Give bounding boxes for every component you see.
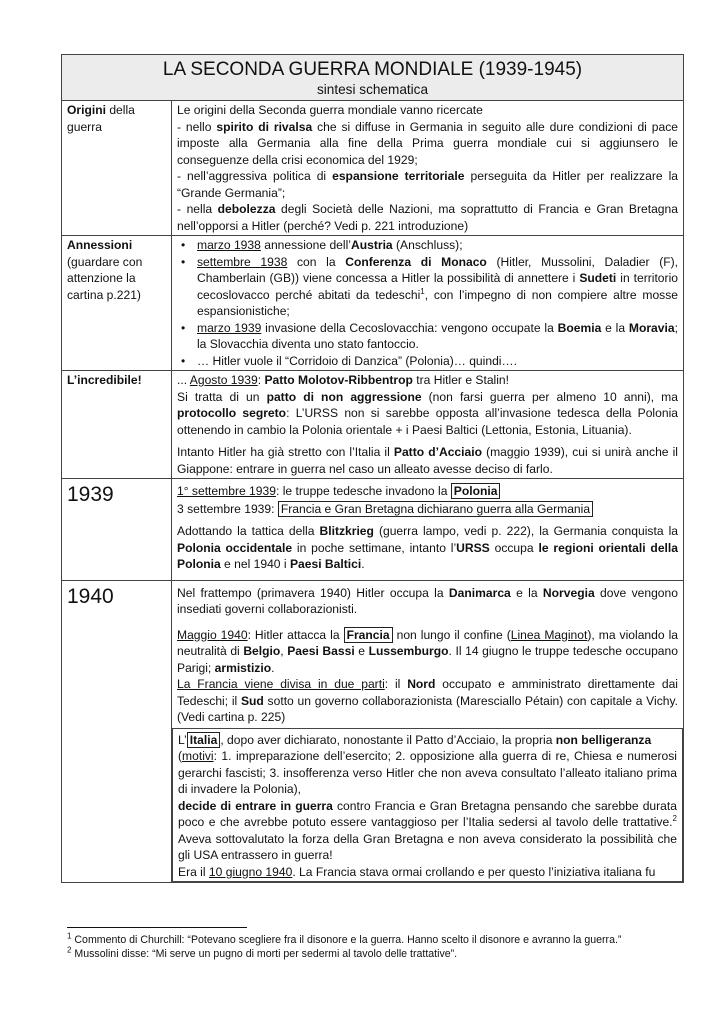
row-annessioni (62, 236, 684, 371)
list-item: • settembre 1938 con la Conferenza di Monaco (Hitler, Mussolini, Daladier (F), Chamberlain (GB)) viene concessa a Hitler la possibilità di annettere i Sudeti in territorio cecoslovacco perché abitati da tedeschi$^1$, con l’impegno di non compiere altre mosse espansionistiche; (177, 254, 678, 320)
boxed-declaration: Francia e Gran Bretagna dichiarano guerra alla Germania (278, 501, 593, 517)
content-incredibile: ... Agosto 1939: Patto Molotov-Ribbentrop tra Hitler e Stalin! Si tratta di un patto di non aggressione (non farsi guerra per almeno 10 anni), ma protocollo segreto: L’URSS non si sarebbe opposta all’invasione tedesca della Polonia ottenendo in cambio la Polonia orientale + i Paesi Baltici (Lettonia, Estonia, Lituania). Intanto Hitler ha già stretto con l’Italia il Patto d’Acciaio (maggio 1939), cui si unirà anche il Giappone: entrare in guerra nel caso un alleato avesse deciso di farlo. (172, 371, 684, 479)
content-origini: Le origini della Seconda guerra mondiale vanno ricercate - nello spirito di rivalsa che si diffuse in Germania in seguito alle dure condizioni di pace imposte alla Germania alla fine della Prima guerra mondiale cui si aggiunsero le conseguenze della crisi economica del 1929; - nell’aggressiva politica di espansione territoriale perseguita da Hitler per realizzare la “Grande Germania”; - nella debolezza degli Società delle Nazioni, ma soprattutto di Francia e Gran Bretagna nell’opporsi a Hitler (perché? Vedi p. 221 introduzione) (172, 101, 684, 236)
year-1939: 1939 (62, 479, 172, 581)
italia-box: L’ Italia , dopo aver dichiarato, nonostante il Patto d’Acciaio, la propria non belligeranza (motivi: 1. impreparazione dell’esercito; 2. opposizione alla guerra di re, Chiesa e numerosi gerarchi fascisti; 3. insofferenza verso Hitler che non aveva consultato l’alleato italiano prima di invadere la Polonia), decide di entrare in guerra contro Francia e Gran Bretagna pensando che sarebbe durata poco e che avrebbe potuto essere vantaggioso per l’Italia sedersi al tavolo delle trattative.$^2$ Aveva sottovalutato la forza della Gran Bretagna e non aveva considerato la possibilità che gli USA entrassero in guerra! Era il 10 giugno 1940. La Francia stava ormai crollando e per questo l’iniziativa italiana fu (172, 728, 683, 883)
footnotes (67, 933, 687, 961)
footnote-separator (67, 927, 247, 928)
content-annessioni (172, 236, 684, 371)
list-item: • marzo 1938 annessione dell’Austria (Anschluss); (177, 237, 678, 254)
content-1939: 1° settembre 1939: le truppe tedesche invadono la Polonia 3 settembre 1939: Francia e Gran Bretagna dichiarano guerra alla Germania Adottando la tattica della Blitzkrieg (guerra lampo, vedi p. 222), la Germania conquista la Polonia occidentale in poche settimane, intanto l’URSS occupa le regioni orientali della Polonia e nel 1940 i Paesi Baltici. (172, 479, 684, 581)
row-1940 (62, 580, 684, 883)
annessioni-list (177, 237, 678, 369)
list-item: • marzo 1939 invasione della Cecoslovacchia: vengono occupate la Boemia e la Moravia; la Slovacchia diventa uno stato fantoccio. (177, 320, 678, 353)
boxed-francia: Francia (344, 627, 393, 643)
boxed-polonia: Polonia (451, 483, 501, 499)
document-page (61, 54, 684, 883)
title-row (62, 55, 684, 101)
title-cell (62, 55, 684, 101)
row-origini (62, 101, 684, 236)
label-incredibile: L’incredibile! (62, 371, 172, 479)
row-1939 (62, 479, 684, 581)
label-origini: Origini della guerra (62, 101, 172, 236)
summary-table (61, 54, 684, 883)
footnote-2: $^2$ Mussolini disse: “Mi serve un pugno di morti per sedermi al tavolo delle trattative”. (67, 945, 458, 960)
year-1940: 1940 (62, 580, 172, 883)
page-title: LA SECONDA GUERRA MONDIALE (1939-1945) (162, 59, 583, 80)
footnote-1: $^1$ Commento di Churchill: “Potevano scegliere fra il disonore e la guerra. Hanno scelto il disonore e avranno la guerra.” (67, 931, 622, 946)
footnote-ref: 2 (672, 813, 677, 823)
list-item: • … Hitler vuole il “Corridoio di Danzica” (Polonia)… quindi…. (177, 353, 678, 370)
boxed-italia: Italia (187, 732, 221, 748)
row-incredibile (62, 371, 684, 479)
footnote-ref: 1 (420, 286, 425, 296)
page-subtitle: sintesi schematica (316, 82, 429, 97)
content-1940: Nel frattempo (primavera 1940) Hitler occupa la Danimarca e la Norvegia dove vengono insediati governi collaborazionisti. Maggio 1940: Hitler attacca la Francia non lungo il confine (Linea Maginot), ma violando la neutralità di Belgio, Paesi Bassi e Lussemburgo. Il 14 giugno le truppe tedesche occupano Parigi; armistizio. La Francia viene divisa in due parti: il Nord occupato e amministrato direttamente dai Tedeschi; il Sud sotto un governo collaborazionista (Maresciallo Pétain) con capitale a Vichy. (Vedi cartina p. 225) L’ Italia , dopo aver dichiarato, nonostante il Patto d’Acciaio, la propria non belligeranza (motivi: 1. impreparazione dell’esercito; 2. opposizione alla guerra di re, Chiesa e numerosi gerarchi fascisti; 3. insofferenza verso Hitler che non aveva consultato l’alleato italiano prima di invadere la Polonia), decide di entrare in guerra contro Francia e Gran Bretagna pensando che sarebbe durata poco e che avrebbe potuto essere vantaggioso per l’Italia sedersi al tavolo delle trattative.$^2$ Aveva sottovalutato la forza della Gran Bretagna e non aveva considerato la possibilità che gli USA entrassero in guerra! Era il 10 giugno 1940. La Francia stava ormai crollando e per questo l’iniziativa italiana fu (172, 580, 684, 883)
label-annessioni: Annessioni (guardare con attenzione la cartina p.221) (62, 236, 172, 371)
